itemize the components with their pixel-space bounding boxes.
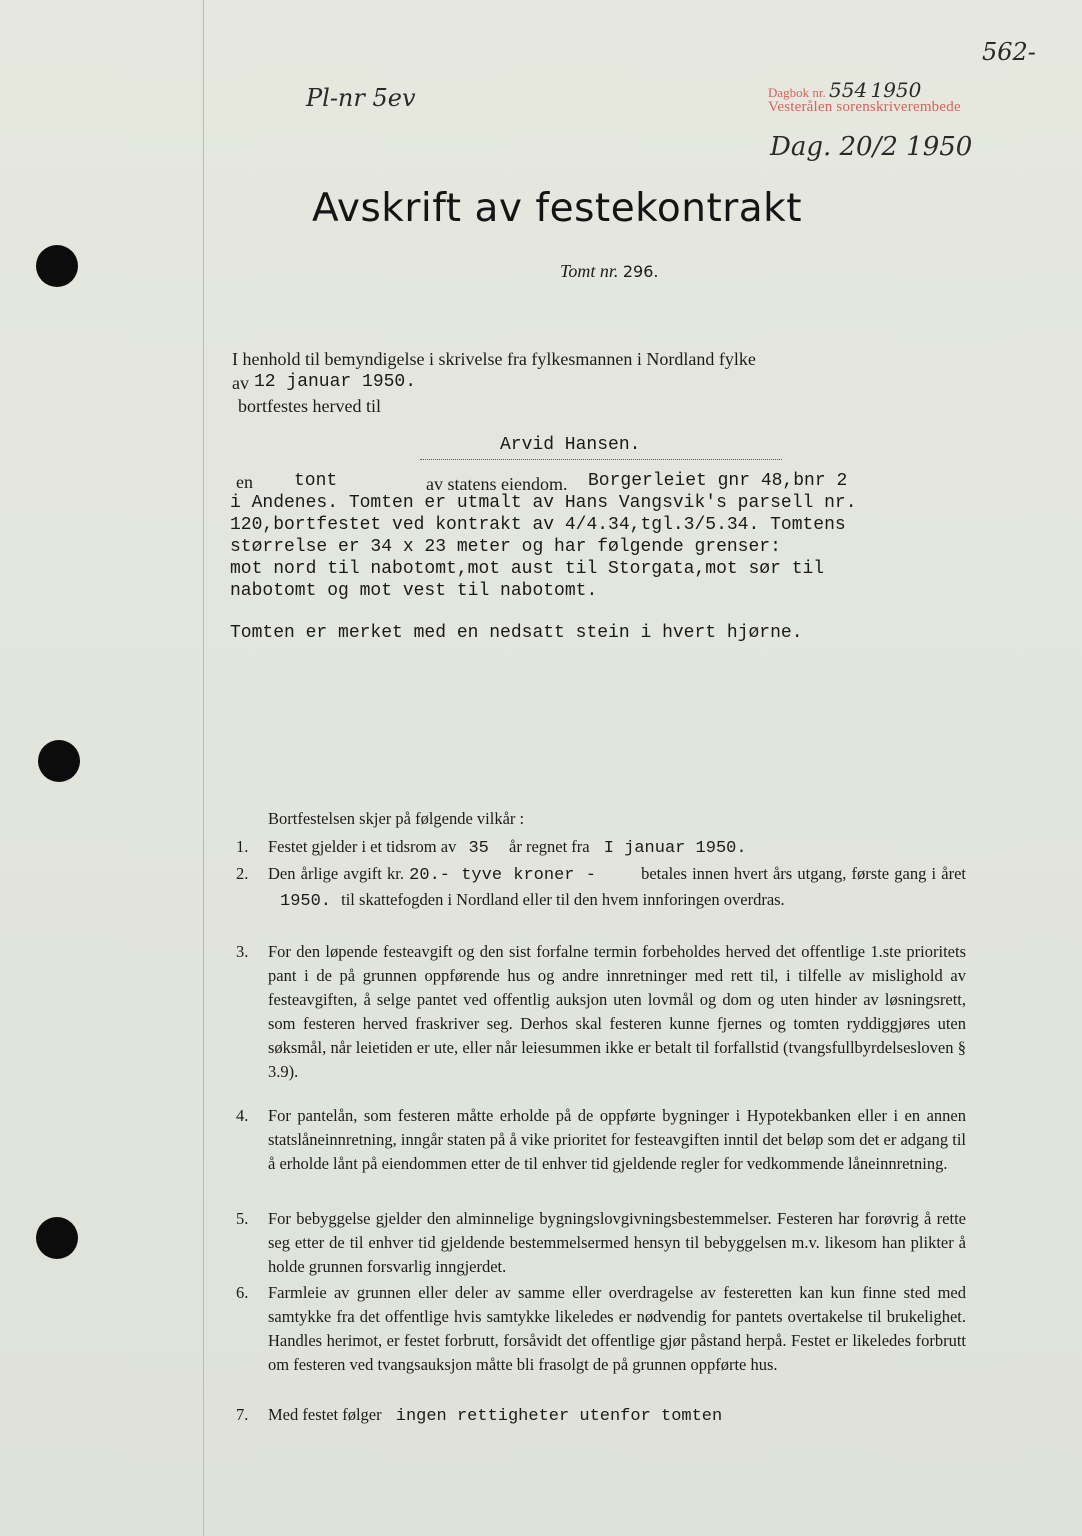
condition-text: Den årlige avgift kr. <box>268 864 404 883</box>
description-line-5: mot nord til nabotomt,mot aust til Storgata,mot sør til <box>230 559 825 579</box>
stamp-date: Dag. 20/2 1950 <box>770 132 973 162</box>
condition-number: 4. <box>236 1106 249 1125</box>
stamp-year: 1950 <box>870 78 922 102</box>
condition-typed-text: ingen rettigheter utenfor tomten <box>395 1407 723 1426</box>
description-line-3: 120,bortfestet ved kontrakt av 4/4.34,tgl.3/5.34. Tomtens <box>230 515 846 535</box>
condition-number: 1. <box>236 837 249 856</box>
page-number: 562- <box>982 38 1036 66</box>
condition-text: Med festet følger <box>268 1405 382 1424</box>
lessee-dotted-line <box>420 459 782 460</box>
plot-number <box>560 261 659 282</box>
condition-text: Festet gjelder i et tidsrom av <box>268 837 457 856</box>
description-line-6: nabotomt og mot vest til nabotomt. <box>230 581 598 601</box>
condition-text: Farmleie av grunnen eller deler av samme eller overdragelse av festeretten kan kun finne sted med samtykke fra det offentlige hvis samtykke likeledes er nødvendig for pantets overtakelse til brukelighet. Handles herimot, er festet forbrutt, forsåvidt det offentlige gjør påstand herpå. Festet er likeledes forbrutt om festeren ved tvangsauksjon måtte bli frasolgt de på grunnen oppførte hus. <box>268 1283 966 1374</box>
condition-number: 2. <box>236 864 249 883</box>
description-line-4: størrelse er 34 x 23 meter og har følgende grenser: <box>230 537 781 557</box>
condition-2 <box>236 862 966 914</box>
condition-number: 3. <box>236 942 249 961</box>
stamp-office: Vesterålen sorenskriverembede <box>768 99 961 115</box>
condition-text: betales innen hvert års utgang, første gang i året <box>641 864 967 883</box>
description-line-1: Borgerleiet gnr 48,bnr 2 <box>588 471 848 491</box>
punch-hole-middle <box>38 740 80 782</box>
authority-date: 12 januar 1950. <box>254 372 417 392</box>
condition-number: 5. <box>236 1209 249 1228</box>
condition-number: 7. <box>236 1405 249 1424</box>
marker-line: Tomten er merket med en nedsatt stein i hvert hjørne. <box>230 623 803 643</box>
en-word: en <box>236 472 253 492</box>
registry-stamp <box>768 78 961 115</box>
condition-7 <box>236 1403 966 1429</box>
conditions-intro: Bortfestelsen skjer på følgende vilkår : <box>268 809 525 828</box>
condition-text: For bebyggelse gjelder den alminnelige bygningslovgivningsbestemmelser. Festeren har forøvrig å rette seg etter de til enhver tid gjeldende bestemmelsermed hensyn til bebyggelsen m.v. likesom han plikter å holde grunnen forsvarlig inngjerdet. <box>268 1209 966 1276</box>
lessee-name: Arvid Hansen. <box>500 435 641 455</box>
registry-mark: Pl-nr 5ev <box>306 84 416 112</box>
plot-label: Tomt nr. <box>560 261 619 281</box>
condition-3 <box>236 940 966 1084</box>
tomt-word: tont <box>294 471 338 491</box>
condition-1 <box>236 835 966 861</box>
description-line-2: i Andenes. Tomten er utmalt av Hans Vangsvik's parsell nr. <box>230 493 857 513</box>
condition-5 <box>236 1207 966 1279</box>
condition-years: 35 <box>468 839 489 858</box>
condition-text: For pantelån, som festeren måtte erholde på de oppførte bygninger i Hypotekbanken eller i en annen statslåneinnretning, inngår staten på å vike prioritet for festeavgiften inntil det beløp som det er adgang til å erholde lånt på eiendommen etter de til enhver tid gjeldende regler for vedkommende låneinnretning. <box>268 1106 966 1173</box>
stamp-number: 554 <box>829 78 868 102</box>
condition-number: 6. <box>236 1283 249 1302</box>
punch-hole-top <box>36 245 78 287</box>
punch-hole-bottom <box>36 1217 78 1259</box>
condition-amount: 20.- tyve kroner - <box>409 866 596 885</box>
bortfestes-line: bortfestes herved til <box>238 396 381 416</box>
plot-value: 296. <box>622 262 659 281</box>
margin-rule <box>203 0 204 1536</box>
document-title: Avskrift av festekontrakt <box>312 186 803 231</box>
authority-av: av <box>232 373 249 393</box>
condition-6 <box>236 1281 966 1377</box>
condition-text: For den løpende festeavgift og den sist forfalne termin forbeholdes herved det offentlige 1.ste prioritets pant i de på grunnen oppførende hus og andre innretninger med rett til, i tilfelle av mislighold av festeavgiften, å selge pantet ved offentlig auksjon uten lovmål og dom og uten hinder av løsningsrett, som festeren herved fraskriver seg. Derhos skal festeren kunne fjernes og tomten ryddiggjøres uten søksmål, når leietiden er ute, eller når leiesummen ikke er betalt til forfallstid (tvangsfullbyrdelsesloven § 3.9). <box>268 942 966 1081</box>
condition-4 <box>236 1104 966 1176</box>
condition-start-date: I januar 1950. <box>603 839 747 858</box>
authority-line: I henhold til bemyndigelse i skrivelse fra fylkesmannen i Nordland fylke <box>232 349 756 369</box>
stamp-prefix: Dagbok nr. <box>768 85 826 100</box>
condition-text: til skattefogden i Nordland eller til den hvem innforingen overdras. <box>341 890 785 909</box>
condition-year: 1950. <box>280 892 332 911</box>
condition-text: år regnet fra <box>509 837 590 856</box>
state-property: av statens eiendom. <box>426 474 568 494</box>
